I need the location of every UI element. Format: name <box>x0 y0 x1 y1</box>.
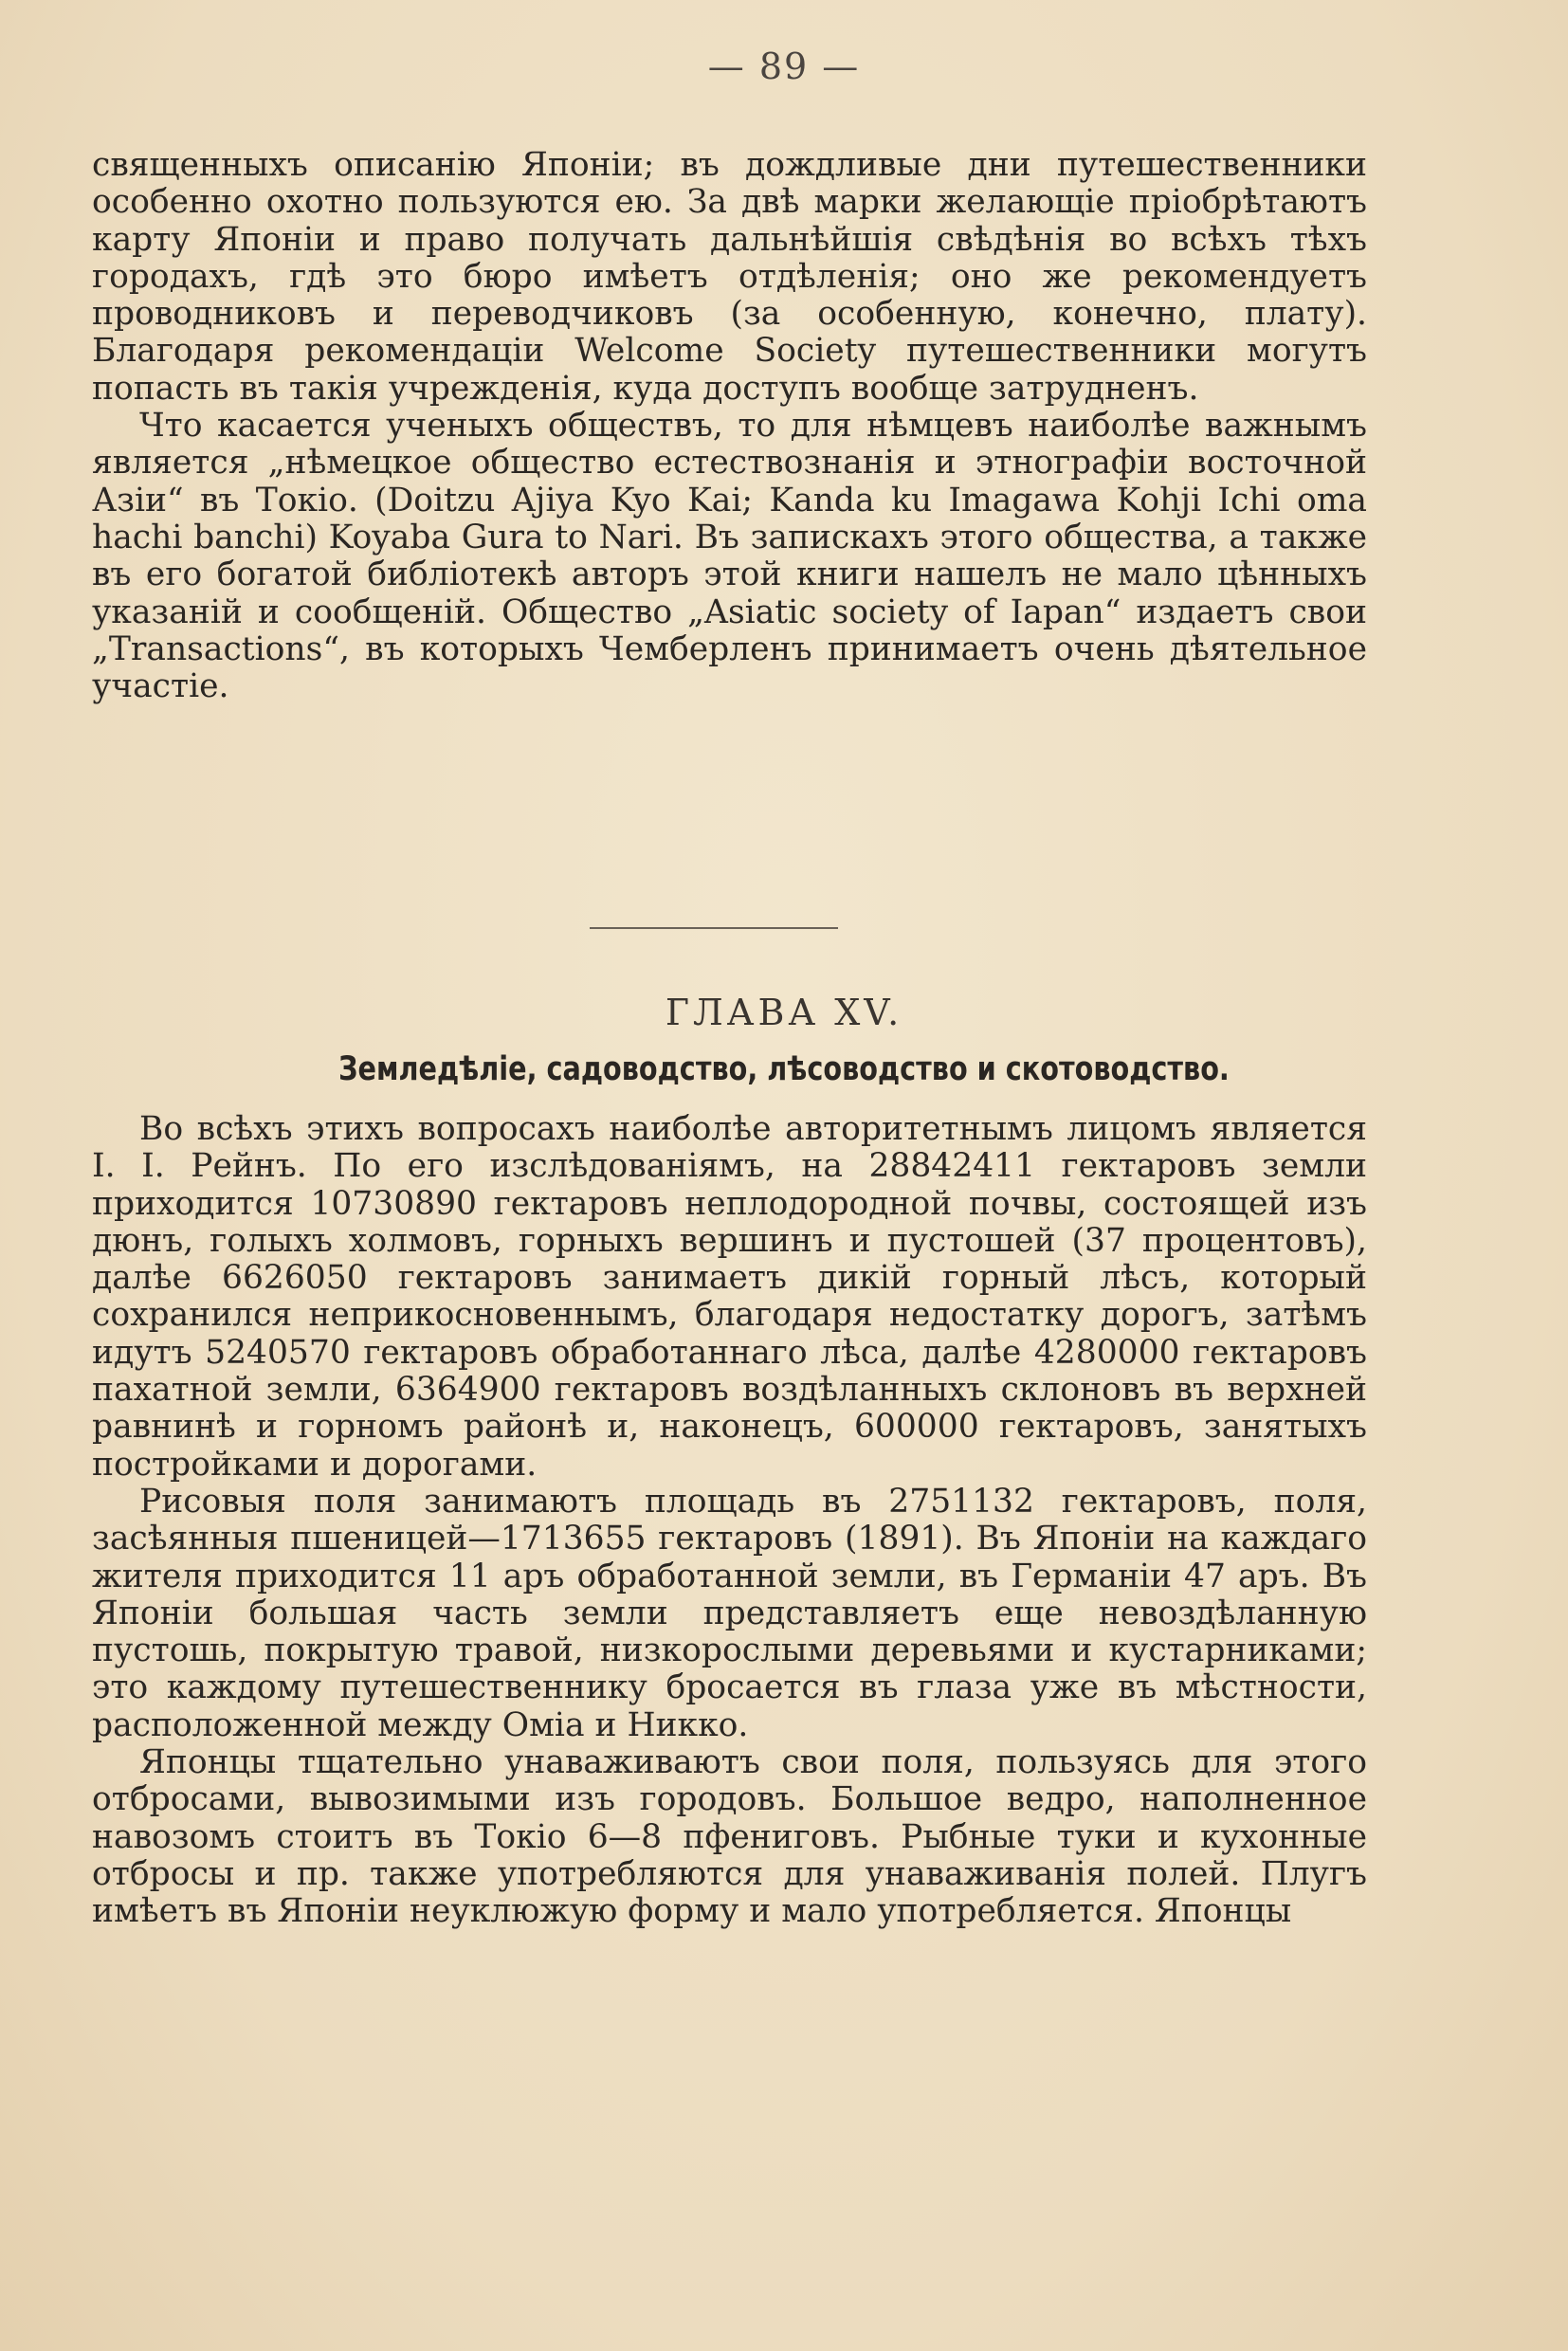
paragraph: Японцы тщательно унаваживаютъ свои поля, пользуясь для этого отбросами, вывозимыми изъ городовъ. Большое ведро, наполненное навозомъ стоитъ въ Токіо 6—8 пфениговъ. Рыбные туки и кухонные отбросы и пр. также употребляются для унаваживанія полей. Плугъ имѣетъ въ Японіи неуклюжую форму и мало употребляется. Японцы <box>92 1743 1367 1931</box>
chapter-title: Земледѣліе, садоводство, лѣсоводство и скотоводство. <box>338 1050 1230 1088</box>
text-block-before-chapter <box>92 147 1367 705</box>
paragraph: Рисовыя поля занимаютъ площадь въ 2751132 гектаровъ, поля, засѣянныя пшеницей—1713655 гектаровъ (1891). Въ Японіи на каждаго жителя приходится 11 аръ обработанной земли, въ Германіи 47 аръ. Въ Японіи большая часть земли представляетъ еще невоздѣланную пустошь, покрытую травой, низкорослыми деревьями и кустарниками; это каждому путешественнику бросается въ глаза уже въ мѣстности, расположенной между Оміа и Никко. <box>92 1482 1367 1744</box>
page-number: — 89 — <box>707 46 861 87</box>
section-divider <box>590 927 838 929</box>
text-block-chapter-body <box>92 1111 1367 1931</box>
paragraph: Во всѣхъ этихъ вопросахъ наиболѣе авторитетнымъ лицомъ является I. I. Рейнъ. По его изслѣдованіямъ, на 28842411 гектаровъ земли приходится 10730890 гектаровъ неплодородной почвы, состоящей изъ дюнъ, голыхъ холмовъ, горныхъ вершинъ и пустошей (37 процентовъ), далѣе 6626050 гектаровъ занимаетъ дикій горный лѣсъ, который сохранился неприкосновеннымъ, благодаря недостатку дорогъ, затѣмъ идутъ 5240570 гектаровъ обработаннаго лѣса, далѣе 4280000 гектаровъ пахатной земли, 6364900 гектаровъ воздѣланныхъ склоновъ въ верхней равнинѣ и горномъ районѣ и, наконецъ, 600000 гектаровъ, занятыхъ постройками и дорогами. <box>92 1110 1367 1484</box>
chapter-label: ГЛАВА XV. <box>665 992 903 1033</box>
paragraph: священныхъ описанію Японіи; въ дождливые дни путешественники особенно охотно пользуются ею. За двѣ марки желающіе пріобрѣтаютъ карту Японіи и право получать дальнѣйшія свѣдѣнія во всѣхъ тѣхъ городахъ, гдѣ это бюро имѣетъ отдѣленія; оно же рекомендуетъ проводниковъ и переводчиковъ (за особенную, конечно, плату). Благодаря рекомендаціи Welcome Society путешественники могутъ попасть въ такія учрежденія, куда доступъ вообще затрудненъ. <box>92 146 1367 408</box>
paragraph: Что касается ученыхъ обществъ, то для нѣмцевъ наиболѣе важнымъ является „нѣмецкое общество естествознанія и этнографіи восточной Азіи“ въ Токіо. (Doitzu Ajiya Kyo Kai; Kanda ku Imagawa Kohji Ichi oma hachi banchi) Koyaba Gura to Nari. Въ запискахъ этого общества, а также въ его богатой библіотекѣ авторъ этой книги нашелъ не мало цѣнныхъ указаній и сообщеній. Общество „Asiatic society of Iapan“ издаетъ свои „Transactions“, въ которыхъ Чемберленъ принимаетъ очень дѣятельное участіе. <box>92 407 1367 706</box>
